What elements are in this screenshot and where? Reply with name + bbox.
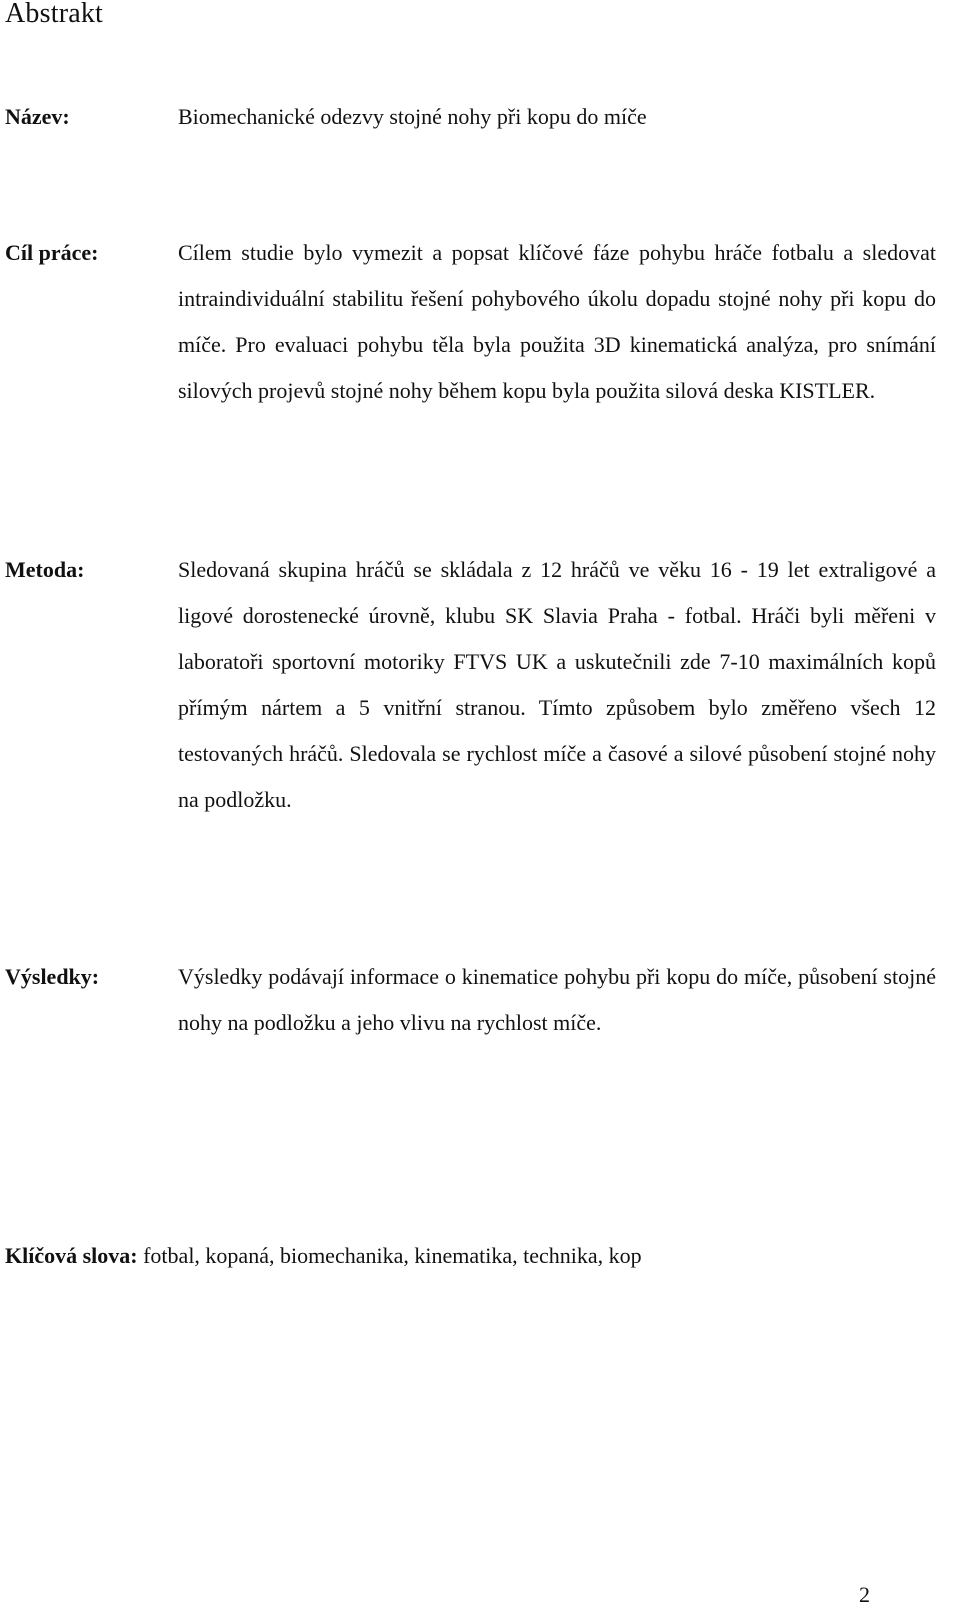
keywords-label: Klíčová slova: [5, 1243, 138, 1268]
section-label: Metoda: [5, 557, 85, 582]
page-title: Abstrakt [5, 0, 104, 29]
section-text: Sledovaná skupina hráčů se skládala z 12 hráčů ve věku 16 - 19 let extraligové a ligové dorostenecké úrovně, klubu SK Slavia Praha - fotbal. Hráči byli měřeni v laboratoři sportovní motoriky FTVS UK a uskutečnili zde 7-10 maximálních kopů přímým nártem a 5 vnitřní stranou. Tímto způsobem bylo změřeno všech 12 testovaných hráčů. Sledovala se rychlost míče a časové a silové působení stojné nohy na podložku. [178, 557, 936, 812]
section-label: Výsledky: [5, 964, 100, 989]
section-text: Cílem studie bylo vymezit a popsat klíčové fáze pohybu hráče fotbalu a sledovat intraindividuální stabilitu řešení pohybového úkolu dopadu stojné nohy při kopu do míče. Pro evaluaci pohybu těla byla použita 3D kinematická analýza, pro snímání silových projevů stojné nohy během kopu byla použita silová deska KISTLER. [178, 240, 936, 403]
page-number: 2 [859, 1582, 870, 1607]
section-label: Cíl práce: [5, 240, 99, 265]
section-label: Název: [5, 104, 70, 129]
keywords-text: fotbal, kopaná, biomechanika, kinematika, technika, kop [143, 1243, 642, 1268]
section-text: Biomechanické odezvy stojné nohy při kopu do míče [178, 104, 647, 129]
keywords [5, 1233, 642, 1279]
section-text: Výsledky podávají informace o kinematice pohybu při kopu do míče, působení stojné nohy na podložku a jeho vlivu na rychlost míče. [178, 964, 936, 1035]
